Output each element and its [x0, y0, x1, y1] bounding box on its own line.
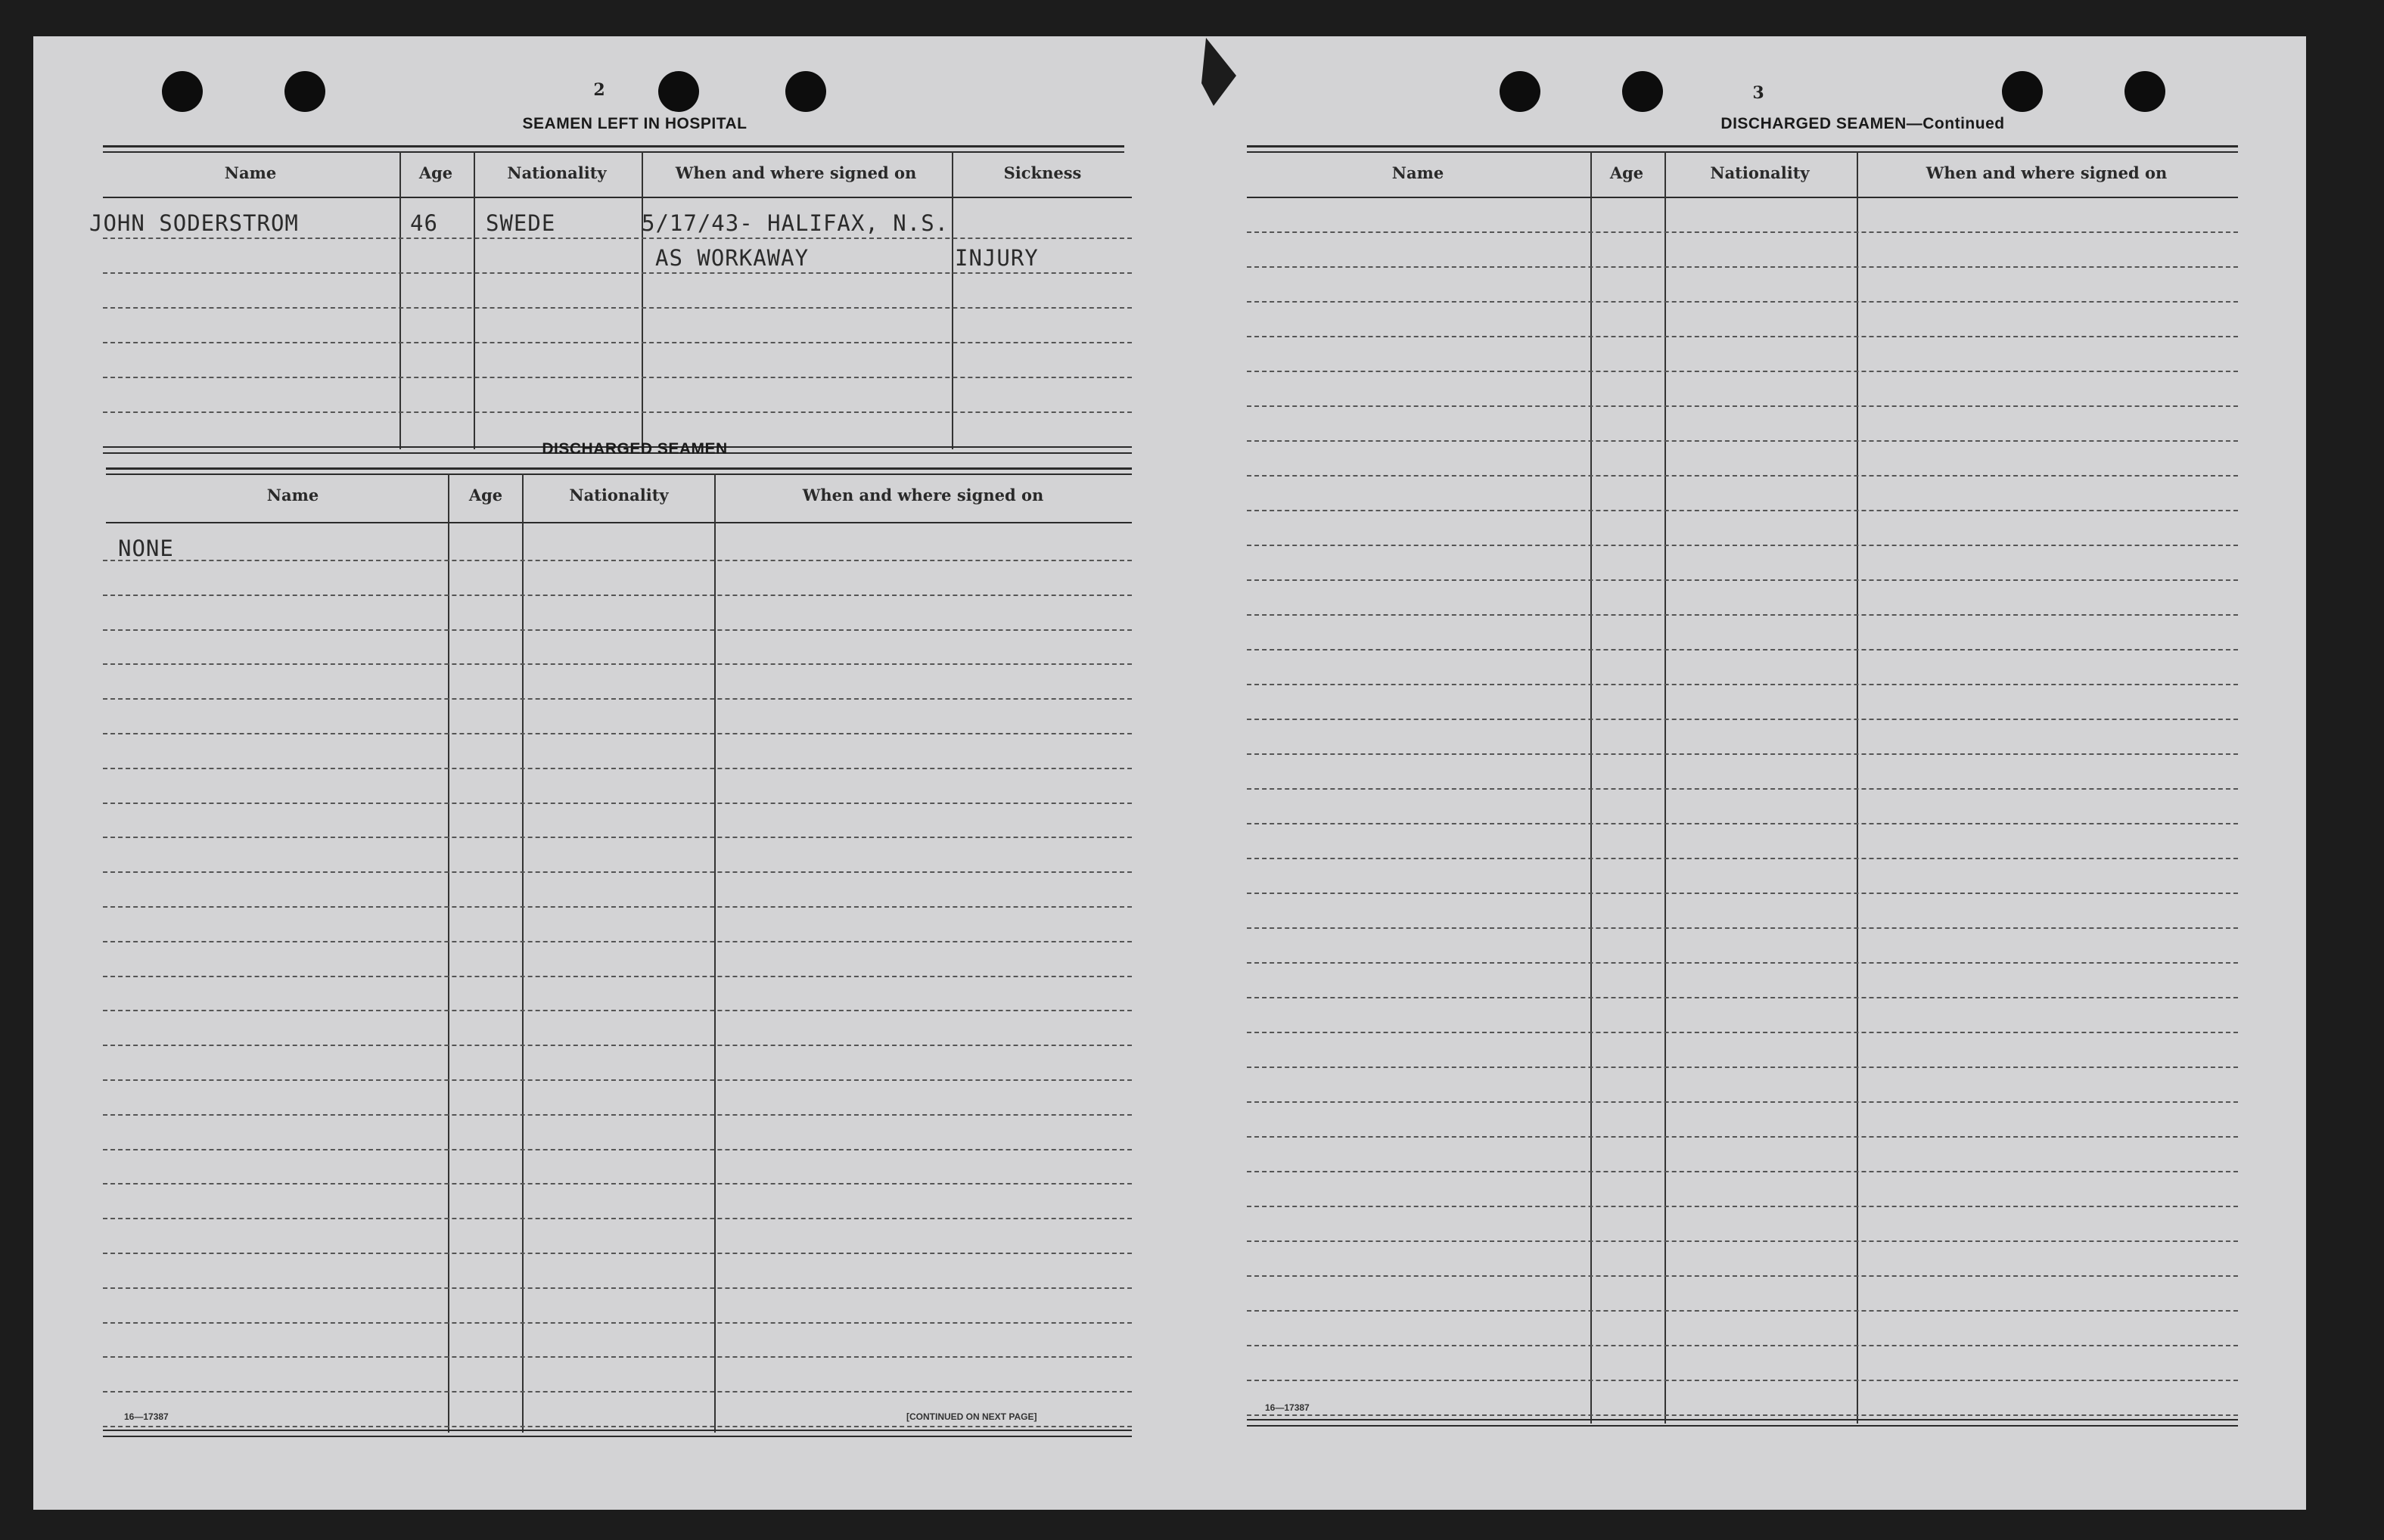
punch-hole — [2002, 71, 2043, 112]
row-line — [1247, 893, 2238, 894]
table-bottom-rule — [1247, 1425, 2238, 1427]
column-divider — [522, 473, 524, 1433]
row-line — [103, 1253, 1132, 1254]
col-head-name: Name — [266, 486, 319, 505]
row-line — [1247, 719, 2238, 720]
row-line — [1247, 753, 2238, 755]
hospital-row-sickness: INJURY — [955, 245, 1039, 271]
table-bottom-rule — [1247, 1419, 2238, 1420]
row-line — [103, 1114, 1132, 1116]
row-line — [1247, 1206, 2238, 1207]
row-line — [103, 629, 1132, 631]
table-bottom-rule — [103, 1430, 1132, 1431]
row-line — [103, 1426, 1132, 1427]
continued-note: [CONTINUED ON NEXT PAGE] — [906, 1411, 1037, 1422]
col-head-signed-on: When and where signed on — [1926, 163, 2168, 182]
row-line — [103, 1356, 1132, 1358]
table-top-rule — [1247, 151, 2238, 153]
row-line — [1247, 927, 2238, 929]
table-bottom-rule — [103, 1436, 1132, 1437]
discharged-entry: NONE — [118, 536, 174, 561]
col-head-name: Name — [224, 163, 277, 182]
col-head-name: Name — [1391, 163, 1444, 182]
page-number: 2 — [593, 80, 605, 100]
header-bottom-rule — [1247, 197, 2238, 198]
discharged-continued-title: DISCHARGED SEAMEN—Continued — [1720, 115, 2005, 132]
column-divider — [1590, 151, 1592, 1424]
row-line — [103, 733, 1132, 734]
col-head-signed-on: When and where signed on — [675, 163, 917, 182]
tear-shape — [1201, 38, 1236, 106]
column-divider — [474, 151, 475, 449]
column-divider — [1857, 151, 1858, 1424]
punch-hole — [284, 71, 325, 112]
page-number: 3 — [1752, 83, 1764, 103]
row-line — [1247, 336, 2238, 337]
row-line — [1247, 1275, 2238, 1277]
table-top-rule — [1247, 145, 2238, 147]
row-line — [103, 307, 1132, 309]
row-line — [103, 941, 1132, 942]
row-line — [103, 698, 1132, 700]
row-line — [1247, 1136, 2238, 1138]
row-line — [103, 1045, 1132, 1046]
row-line — [103, 976, 1132, 977]
row-line — [1247, 997, 2238, 998]
row-line — [1247, 1345, 2238, 1346]
row-line — [1247, 510, 2238, 511]
row-line — [1247, 579, 2238, 581]
header-bottom-rule — [106, 522, 1132, 523]
row-line — [103, 411, 1132, 413]
row-line — [1247, 649, 2238, 650]
row-line — [1247, 614, 2238, 616]
row-line — [1247, 545, 2238, 546]
row-line — [103, 1391, 1132, 1393]
table-top-rule — [106, 473, 1132, 475]
row-line — [1247, 1171, 2238, 1172]
torn-corner — [1191, 30, 1251, 113]
row-line — [1247, 1380, 2238, 1381]
col-head-age: Age — [1609, 163, 1644, 182]
col-head-sickness: Sickness — [1003, 163, 1082, 182]
table-top-rule — [103, 145, 1124, 147]
column-divider — [448, 473, 449, 1433]
row-line — [1247, 1067, 2238, 1068]
header-bottom-rule — [103, 197, 1132, 198]
row-line — [1247, 1240, 2238, 1242]
row-line — [103, 803, 1132, 804]
row-line — [103, 238, 1132, 239]
row-line — [103, 1149, 1132, 1150]
row-line — [103, 1287, 1132, 1289]
punch-hole — [658, 71, 699, 112]
row-line — [1247, 684, 2238, 685]
row-line — [103, 1183, 1132, 1184]
row-line — [103, 595, 1132, 596]
row-line — [1247, 405, 2238, 407]
hospital-row-signed-on-note: AS WORKAWAY — [655, 245, 810, 271]
row-line — [1247, 266, 2238, 268]
row-line — [103, 906, 1132, 908]
hospital-row-age: 46 — [410, 210, 438, 236]
row-line — [103, 560, 1132, 561]
row-line — [1247, 371, 2238, 372]
row-line — [1247, 858, 2238, 859]
form-code: 16—17387 — [124, 1411, 169, 1422]
right-page — [1212, 36, 2306, 1510]
col-head-nationality: Nationality — [569, 486, 669, 505]
hospital-row-signed-on: 5/17/43- HALIFAX, N.S. — [642, 210, 950, 236]
row-line — [103, 272, 1132, 274]
row-line — [103, 871, 1132, 873]
row-line — [103, 1218, 1132, 1219]
punch-hole — [2124, 71, 2165, 112]
row-line — [103, 1322, 1132, 1324]
punch-hole — [785, 71, 826, 112]
row-line — [1247, 475, 2238, 477]
row-line — [1247, 1032, 2238, 1033]
discharged-section-title: DISCHARGED SEAMEN — [542, 440, 728, 458]
hospital-row-nationality: SWEDE — [486, 210, 556, 236]
row-line — [103, 377, 1132, 378]
row-line — [1247, 1310, 2238, 1312]
row-line — [103, 663, 1132, 665]
hospital-section-title: SEAMEN LEFT IN HOSPITAL — [522, 115, 748, 132]
row-line — [1247, 231, 2238, 233]
table-top-rule — [103, 151, 1124, 153]
col-head-age: Age — [468, 486, 503, 505]
hospital-row-name: JOHN SODERSTROM — [89, 210, 299, 236]
punch-hole — [1500, 71, 1540, 112]
row-line — [1247, 440, 2238, 442]
column-divider — [399, 151, 401, 449]
col-head-nationality: Nationality — [1710, 163, 1810, 182]
row-line — [103, 1079, 1132, 1081]
punch-hole — [162, 71, 203, 112]
row-line — [1247, 301, 2238, 303]
row-line — [1247, 1101, 2238, 1103]
col-head-signed-on: When and where signed on — [802, 486, 1044, 505]
table-top-rule — [106, 467, 1132, 470]
col-head-nationality: Nationality — [507, 163, 607, 182]
row-line — [103, 1010, 1132, 1011]
col-head-age: Age — [418, 163, 453, 182]
row-line — [1247, 823, 2238, 824]
row-line — [1247, 788, 2238, 790]
punch-hole — [1622, 71, 1663, 112]
row-line — [103, 342, 1132, 343]
column-divider — [1664, 151, 1666, 1424]
form-code: 16—17387 — [1265, 1402, 1310, 1413]
row-line — [1247, 962, 2238, 964]
row-line — [103, 837, 1132, 838]
column-divider — [642, 151, 643, 449]
row-line — [103, 768, 1132, 769]
row-line — [1247, 1414, 2238, 1416]
left-page — [33, 36, 1212, 1510]
column-divider — [952, 151, 953, 449]
column-divider — [714, 473, 716, 1433]
